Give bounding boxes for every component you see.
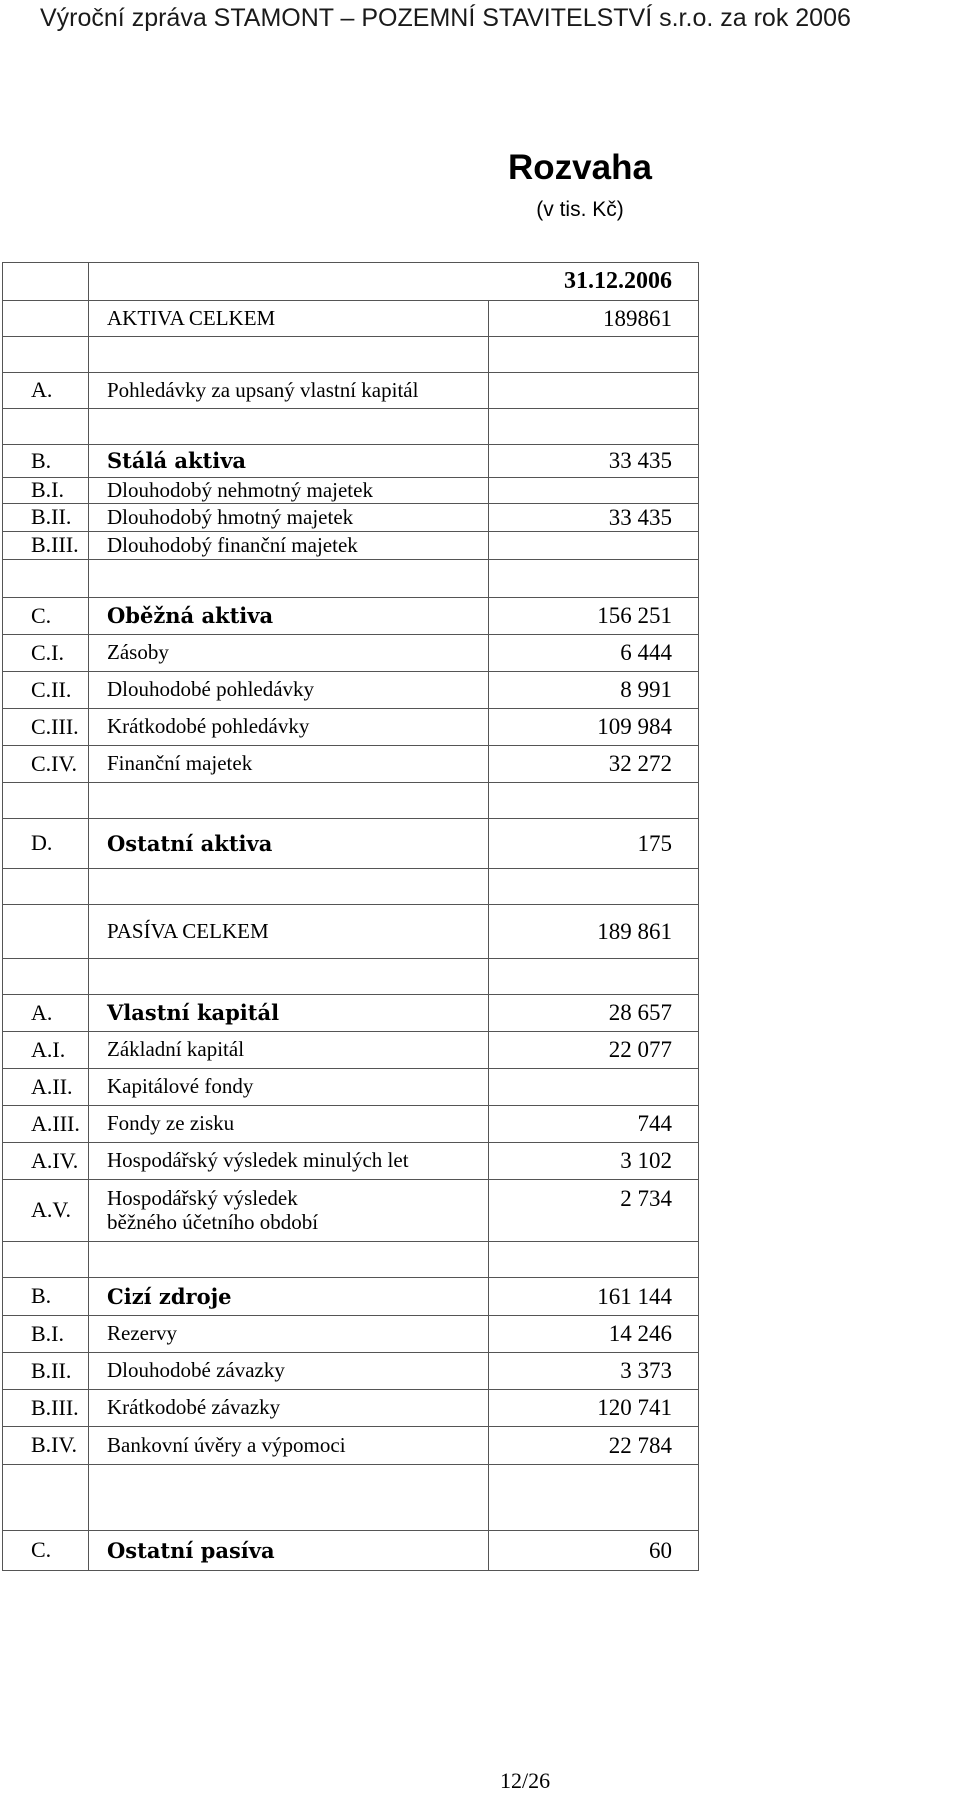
row-code: A.III. [3,1106,89,1143]
row-name: Dlouhodobé závazky [89,1353,489,1390]
row-name: Základní kapitál [89,1032,489,1069]
table-row [3,598,699,635]
row-value: 6 444 [489,635,699,672]
row-value: 175 [489,819,699,869]
row-code: C.III. [3,709,89,746]
table-row [3,1278,699,1316]
aktiva-total-row [3,301,699,337]
row-value: 3 373 [489,1353,699,1390]
spacer-row [3,1242,699,1278]
table-cell [3,263,89,301]
table-row [3,532,699,560]
page-title: Rozvaha [508,148,652,187]
row-code: B.II. [3,504,89,532]
row-name: Dlouhodobý finanční majetek [89,532,489,560]
table-row [3,1143,699,1180]
row-code: B. [3,1278,89,1316]
balance-sheet-table [2,262,699,1571]
row-value: 744 [489,1106,699,1143]
row-value: 33 435 [489,445,699,478]
row-code: B. [3,445,89,478]
row-code: A.IV. [3,1143,89,1180]
row-name: Rezervy [89,1316,489,1353]
row-code: B.III. [3,532,89,560]
row-name: Cizí zdroje [89,1278,489,1316]
row-value: 2 734 [489,1180,699,1242]
row-name: Finanční majetek [89,746,489,783]
row-name: Zásoby [89,635,489,672]
aktiva-total-value: 189861 [489,301,699,337]
spacer-row [3,783,699,819]
row-code: B.II. [3,1353,89,1390]
row-name: Hospodářský výsledek minulých let [89,1143,489,1180]
row-name: Krátkodobé závazky [89,1390,489,1427]
table-row [3,1106,699,1143]
row-code: B.III. [3,1390,89,1427]
table-row [3,672,699,709]
row-value: 120 741 [489,1390,699,1427]
row-name: Krátkodobé pohledávky [89,709,489,746]
row-name: Oběžná aktiva [89,598,489,635]
pasiva-total-value: 189 861 [489,905,699,959]
document-header: Výroční zpráva STAMONT – POZEMNÍ STAVITELSTVÍ s.r.o. za rok 2006 [40,4,851,32]
row-value: 33 435 [489,504,699,532]
row-name: Pohledávky za upsaný vlastní kapitál [89,373,489,409]
row-value: 60 [489,1531,699,1571]
row-value: 8 991 [489,672,699,709]
spacer-row [3,1465,699,1531]
table-row [3,819,699,869]
table-row [3,1180,699,1242]
table-cell [3,905,89,959]
row-name: Ostatní pasíva [89,1531,489,1571]
row-code: C.I. [3,635,89,672]
row-code: C. [3,1531,89,1571]
aktiva-total-label: AKTIVA CELKEM [89,301,489,337]
row-value: 28 657 [489,995,699,1032]
row-code: B.I. [3,1316,89,1353]
table-row [3,504,699,532]
row-value: 161 144 [489,1278,699,1316]
row-code: B.IV. [3,1427,89,1465]
spacer-row [3,959,699,995]
pasiva-total-row [3,905,699,959]
table-row [3,1069,699,1106]
row-value: 22 077 [489,1032,699,1069]
table-row [3,373,699,409]
table-row [3,445,699,478]
row-name: Fondy ze zisku [89,1106,489,1143]
row-code: C.IV. [3,746,89,783]
row-value: 156 251 [489,598,699,635]
table-row [3,1427,699,1465]
row-code: C.II. [3,672,89,709]
pasiva-total-label: PASÍVA CELKEM [89,905,489,959]
row-value [489,1069,699,1106]
table-row [3,746,699,783]
page-subtitle: (v tis. Kč) [536,198,624,221]
row-name: Vlastní kapitál [89,995,489,1032]
table-row [3,995,699,1032]
table-row [3,478,699,504]
row-code: B.I. [3,478,89,504]
row-name: Ostatní aktiva [89,819,489,869]
table-header-row [3,263,699,301]
row-value: 22 784 [489,1427,699,1465]
table-row [3,1353,699,1390]
row-name: Dlouhodobé pohledávky [89,672,489,709]
page-number: 12/26 [500,1768,551,1793]
row-code: A. [3,995,89,1032]
spacer-row [3,560,699,598]
row-code: C. [3,598,89,635]
row-value: 3 102 [489,1143,699,1180]
spacer-row [3,337,699,373]
table-row [3,1390,699,1427]
table-row [3,709,699,746]
row-value [489,373,699,409]
table-cell [3,301,89,337]
row-name: Kapitálové fondy [89,1069,489,1106]
row-value [489,532,699,560]
row-name: Bankovní úvěry a výpomoci [89,1427,489,1465]
row-value: 14 246 [489,1316,699,1353]
spacer-row [3,409,699,445]
row-name: Stálá aktiva [89,445,489,478]
row-name: Dlouhodobý nehmotný majetek [89,478,489,504]
row-code: A.II. [3,1069,89,1106]
table-row [3,1316,699,1353]
row-code: A. [3,373,89,409]
row-code: A.V. [3,1180,89,1242]
row-code: A.I. [3,1032,89,1069]
table-row [3,635,699,672]
row-value: 32 272 [489,746,699,783]
row-value [489,478,699,504]
table-row [3,1531,699,1571]
row-value: 109 984 [489,709,699,746]
table-row [3,1032,699,1069]
date-label: 31.12.2006 [89,263,699,301]
row-code: D. [3,819,89,869]
row-name: Hospodářský výsledek běžného účetního období [89,1180,489,1242]
spacer-row [3,869,699,905]
row-name: Dlouhodobý hmotný majetek [89,504,489,532]
